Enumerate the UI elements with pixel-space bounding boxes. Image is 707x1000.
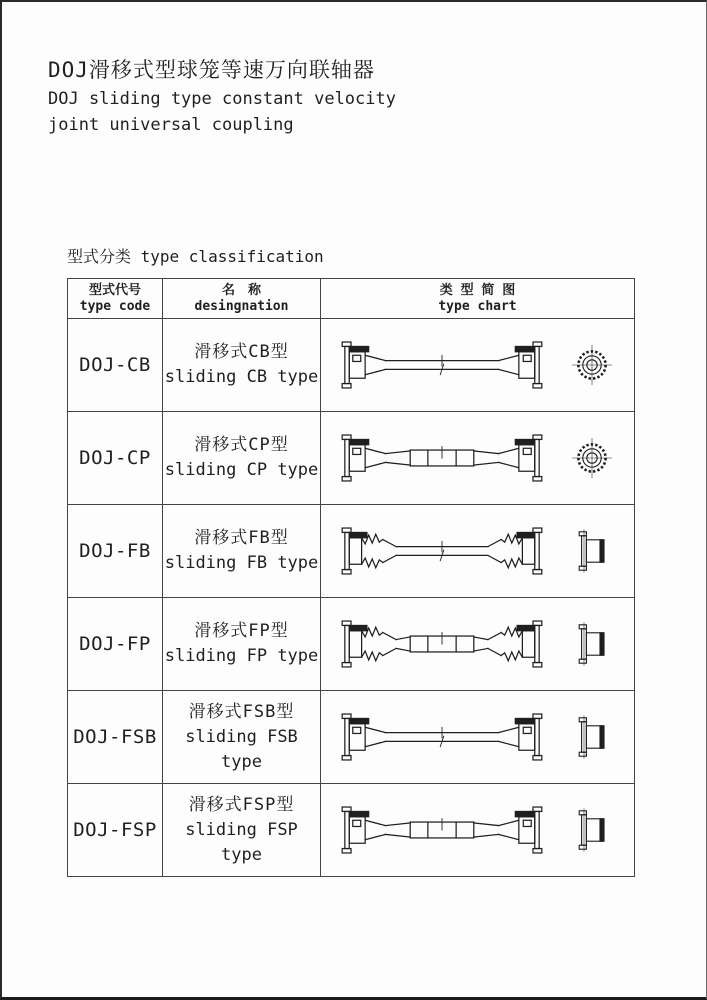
coupling-side-view-drawing bbox=[336, 518, 548, 584]
header-designation-zh: 名 称 bbox=[221, 283, 261, 298]
designation-cell bbox=[163, 412, 321, 505]
coupling-end-view-drawing bbox=[564, 802, 620, 858]
header-type-code bbox=[68, 279, 163, 319]
type-code-cell: DOJ-CP bbox=[68, 412, 163, 505]
coupling-side-view-drawing bbox=[336, 425, 548, 491]
section-heading: 型式分类 type classification bbox=[67, 247, 324, 266]
header-type-code-en: type code bbox=[79, 299, 151, 314]
type-chart-cell bbox=[321, 505, 635, 598]
table-row bbox=[68, 598, 635, 691]
designation-en: sliding FP type bbox=[164, 646, 319, 666]
table-row bbox=[68, 784, 635, 877]
table-row bbox=[68, 412, 635, 505]
type-code-cell: DOJ-CB bbox=[68, 319, 163, 412]
designation-en: sliding CP type bbox=[164, 460, 319, 480]
designation-cell bbox=[163, 505, 321, 598]
designation-zh: 滑移式FSP型 bbox=[188, 794, 295, 815]
designation-cell bbox=[163, 784, 321, 877]
page-title-english-line2: joint universal coupling bbox=[48, 115, 294, 135]
coupling-side-view-drawing bbox=[336, 704, 548, 770]
header-designation-en: desingnation bbox=[194, 299, 289, 314]
coupling-end-view-drawing bbox=[564, 616, 620, 672]
header-type-code-zh: 型式代号 bbox=[88, 283, 141, 298]
designation-en: sliding FSP type bbox=[185, 819, 298, 865]
type-chart-cell bbox=[321, 691, 635, 784]
page-title bbox=[48, 54, 396, 138]
coupling-end-view-drawing bbox=[564, 523, 620, 579]
table-row bbox=[68, 691, 635, 784]
designation-zh: 滑移式CP型 bbox=[194, 435, 289, 455]
designation-zh: 滑移式FSB型 bbox=[188, 701, 295, 722]
designation-zh: 滑移式FP型 bbox=[194, 621, 289, 641]
type-chart-cell bbox=[321, 412, 635, 505]
header-type-chart-zh: 类 型 简 图 bbox=[439, 283, 516, 298]
designation-en: sliding CB type bbox=[164, 367, 319, 387]
designation-en: sliding FB type bbox=[164, 553, 319, 573]
coupling-end-view-drawing bbox=[564, 709, 620, 765]
designation-en: sliding FSB type bbox=[185, 726, 298, 772]
table-row bbox=[68, 319, 635, 412]
coupling-end-view-drawing bbox=[564, 430, 620, 486]
coupling-side-view-drawing bbox=[336, 332, 548, 398]
designation-zh: 滑移式CB型 bbox=[194, 342, 289, 362]
designation-zh: 滑移式FB型 bbox=[194, 528, 289, 548]
table-row bbox=[68, 505, 635, 598]
header-designation bbox=[163, 279, 321, 319]
type-code-cell: DOJ-FSP bbox=[68, 784, 163, 877]
type-chart-cell bbox=[321, 784, 635, 877]
header-type-chart-en: type chart bbox=[438, 299, 517, 314]
table-header-row bbox=[68, 279, 635, 319]
type-code-cell: DOJ-FSB bbox=[68, 691, 163, 784]
type-classification-table bbox=[67, 278, 635, 877]
type-code-cell: DOJ-FP bbox=[68, 598, 163, 691]
page-title-english-line1: DOJ sliding type constant velocity bbox=[48, 89, 396, 109]
coupling-side-view-drawing bbox=[336, 611, 548, 677]
coupling-end-view-drawing bbox=[564, 337, 620, 393]
type-chart-cell bbox=[321, 598, 635, 691]
coupling-side-view-drawing bbox=[336, 797, 548, 863]
header-type-chart bbox=[321, 279, 635, 319]
type-chart-cell bbox=[321, 319, 635, 412]
designation-cell bbox=[163, 691, 321, 784]
designation-cell bbox=[163, 319, 321, 412]
page-title-chinese: DOJ滑移式型球笼等速万向联轴器 bbox=[48, 58, 375, 82]
type-code-cell: DOJ-FB bbox=[68, 505, 163, 598]
designation-cell bbox=[163, 598, 321, 691]
